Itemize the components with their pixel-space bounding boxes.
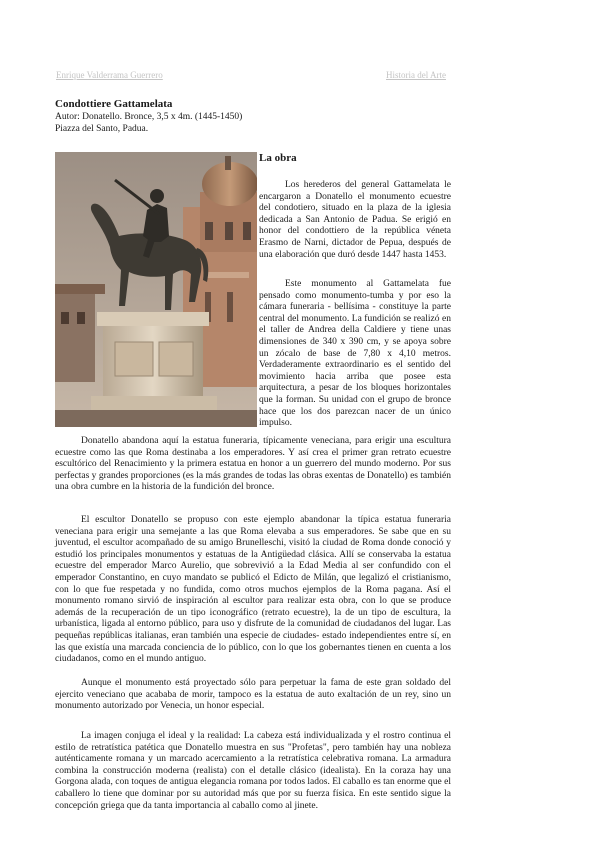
paragraph-6: La imagen conjuga el ideal y la realidad: La cabeza está individualizada y el rostro continua el estilo de retratística patética que Donatello muestra en sus "Profetas", pero también hay una nobleza auténticamente romana y un marcado acercamiento a la retratística celebrativa romana. La armadura combina la construcción moderna (realista) con el detalle clásico (idealista). En la coraza hay una Gorgona alada, con toques de antigua elegancia romana por todos lados. El caballo es tan enorme que el caballero lo tiene que dominar por su autoridad más que por su fuerza física. En este sentido sigue la concepción griega que da tanta importancia al caballo como al jinete. [55,731,451,811]
subject-link[interactable]: Historia del Arte [386,70,446,80]
paragraph-3: Donatello abandona aquí la estatua funeraria, típicamente veneciana, para erigir una escultura ecuestre como las que Roma destinaba a los emperadores. Y así crea el primer gran retrato ecuestre escultórico del Renacimiento y la primera estatua en honor a un guerrero del mundo moderno. Por sus perfectas y grandes proporciones (es la más grandes de todas las obras exentas de Donatello) es también una obra cumbre en la historia de la fundición del bronce. [55,436,451,493]
section-heading: La obra [259,152,297,164]
artwork-meta [55,111,242,135]
author-link[interactable]: Enrique Valderrama Guerrero [56,70,163,80]
artwork-title: Condottiere Gattamelata [55,98,173,110]
statue-photo [55,152,257,427]
equestrian-statue-icon [55,152,257,427]
paragraph-1: Los herederos del general Gattamelata le encargaron a Donatello el monumento ecuestre del condotiero, situado en la plaza de la iglesia dedicada a San Antonio de Padua. Se erigió en honor del condottiero de la república véneta Erasmo de Narni, dictador de Pepua, después de una elaboración que duró desde 1447 hasta 1453. [259,180,451,260]
location-line: Piazza del Santo, Padua. [55,124,149,134]
author-line: Autor: Donatello. Bronce, 3,5 x 4m. (1445-1450) [55,112,243,122]
paragraph-2: Este monumento al Gattamelata fue pensado como monumento-tumba y por eso la cámara funeraria - bellísima - constituye la parte central del monumento. La fundición se realizó en el taller de Andrea della Caldiere y tiene unas dimensiones de 340 x 390 cm, y se apoya sobre un zócalo de base de 7,80 x 4,10 metros. Verdaderamente extraordinario es el sentido del movimiento hacia arriba que posee esta arquitectura, a pesar de los bloques horizontales que la forman. Su unidad con el grupo de bronce hace que los dos parezcan nacer de un único impulso. [259,279,451,429]
paragraph-5: Aunque el monumento está proyectado sólo para perpetuar la fama de este gran soldado del ejercito veneciano que acababa de morir, tampoco es la estatua de auto exaltación de un rey, sino un monumento autorizado por Venecia, un honor especial. [55,678,451,712]
paragraph-4: El escultor Donatello se propuso con este ejemplo abandonar la típica estatua funeraria veneciana para erigir una semejante a las que Roma elevaba a sus emperadores. Se sabe que en su juventud, el escultor acompañado de su amigo Brunelleschi, visitó la ciudad de Roma donde conoció y estudió los principales monumentos y estatuas de la Antigüedad clásica. Allí se conservaba la estatua ecuestre del emperador Marco Aurelio, que sobrevivió a la Edad Media al ser confundido con el emperador Constantino, en cuyo mandato se publicó el Edicto de Milán, que legalizó el cristianismo, con lo que fue respetada y no fundida, como otros muchos ejemplos de la Roma pagana. Así el monumento romano sirvió de inspiración al escultor para realizar esta obra, con lo que se produce además de la recuperación de un tipo iconográfico (retrato ecuestre), la de un tipo de escultura, la urbanística, ligada al entorno público, para uso y disfrute de la comunidad de ciudadanos del lugar. Las pequeñas repúblicas italianas, eran también una especie de ciudades- estado independientes entre sí, en las que existía una marcada conciencia de lo público, con lo que los gobernantes tienen en cuenta a los ciudadanos, como en el mundo antiguo. [55,515,451,665]
